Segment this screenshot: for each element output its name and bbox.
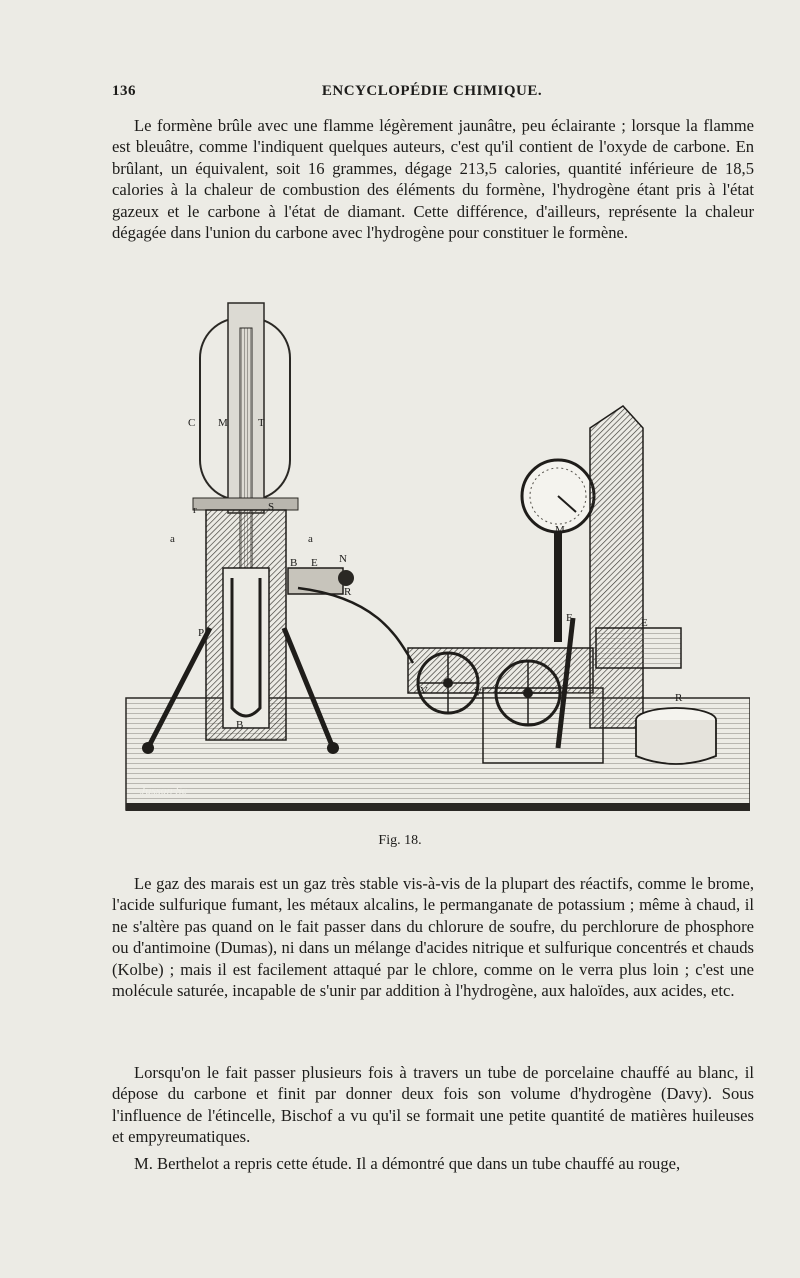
fig-label-b: B: [290, 557, 298, 569]
eudiometer-apparatus: [142, 303, 354, 754]
fig-label-c: C: [188, 417, 196, 429]
figure-caption: Fig. 18.: [378, 833, 422, 848]
paragraph-stability: Le gaz des marais est un gaz très stable vis-à-vis de la plupart des réactifs, comme le brome, l'acide sulfurique fumant, les métaux alcalins, le permanganate de potassium ; même à chaud, il ne s'altère pas quand on le fait passer dans du chlorure de soufre, du perchlorure de phosphore ou d'antimoine (Dumas), ni dans un mélange d'acides nitrique et sulfurique concentrés et chauds (Kolbe) ; mais il est facilement attaqué par le chlore, comme on le verra plus loin ; c'est une molécule saturée, incapable de s'unir par addition à l'hydrogène, aux haloïdes, aux acides, etc.: [112, 874, 754, 1001]
fig-label-s: S: [268, 501, 275, 513]
fig-label-n: N: [339, 553, 347, 565]
page-header: [112, 83, 752, 105]
pump-base: [483, 688, 603, 763]
fig-label-v2: V: [474, 687, 482, 699]
fig-label-m: M: [218, 417, 228, 429]
table-edge: [126, 803, 750, 811]
paragraph-berthelot: M. Berthelot a repris cette étude. Il a démontré que dans un tube chauffé au rouge,: [134, 1154, 681, 1173]
fig-label-r2: R: [344, 586, 352, 598]
column-e: [590, 406, 643, 728]
fig-label-v: V: [420, 685, 428, 697]
page-number: 136: [112, 83, 136, 99]
valve-knob-n: [338, 570, 354, 586]
manometer-stem: [554, 532, 562, 642]
fig-label-e3: E: [641, 617, 648, 629]
fig-label-p: P: [198, 627, 205, 639]
apparatus-illustration: [118, 298, 750, 816]
manometer: [522, 460, 594, 642]
cavity: [223, 568, 269, 728]
fig-label-e: E: [311, 557, 318, 569]
fig-label-m2: M: [555, 524, 565, 536]
fig-label-a2: a: [308, 533, 313, 545]
engraver-signature: Jusson Sc: [140, 783, 187, 797]
fig-label-r: r: [193, 504, 197, 516]
clamp-ring: [193, 498, 298, 510]
fig-label-a: a: [170, 533, 175, 545]
figure-apparatus-engraving: [118, 298, 750, 816]
fig-label-r3: R: [675, 692, 683, 704]
fig-label-e2: E: [566, 612, 573, 624]
paragraph-combustion: Le formène brûle avec une flamme légèrement jaunâtre, peu éclairante ; lorsque la flamme est bleuâtre, comme l'indiquent quelques auteurs, c'est qu'il contient de l'oxyde de carbone. En brûlant, un équivalent, soit 16 grammes, dégage 213,5 calories, quantité inférieure de 18,5 calories à la chaleur de combustion des éléments du formène, l'hydrogène étant pris à l'état gazeux et le carbone à l'état de diamant. Cette différence, d'ailleurs, représente la chaleur dégagée dans l'union du carbone avec l'hydrogène pour constituer le formène.: [112, 116, 754, 243]
paragraph-porcelain-tube: Lorsqu'on le fait passer plusieurs fois à travers un tube de porcelaine chauffé au blanc, il dépose du carbone et finit par donner deux fois son volume d'hydrogène (Davy). Sous l'influence de l'étincelle, Bischof a vu qu'il se formait une petite quantité de matières huileuses et empyreumatiques.: [112, 1063, 754, 1147]
connecting-tube: [298, 588, 413, 663]
water-basin-r: [636, 708, 716, 764]
running-title: ENCYCLOPÉDIE CHIMIQUE.: [321, 83, 543, 99]
fig-label-b2: B: [236, 719, 244, 731]
fig-label-t: T: [258, 417, 265, 429]
column-block: [596, 628, 681, 668]
